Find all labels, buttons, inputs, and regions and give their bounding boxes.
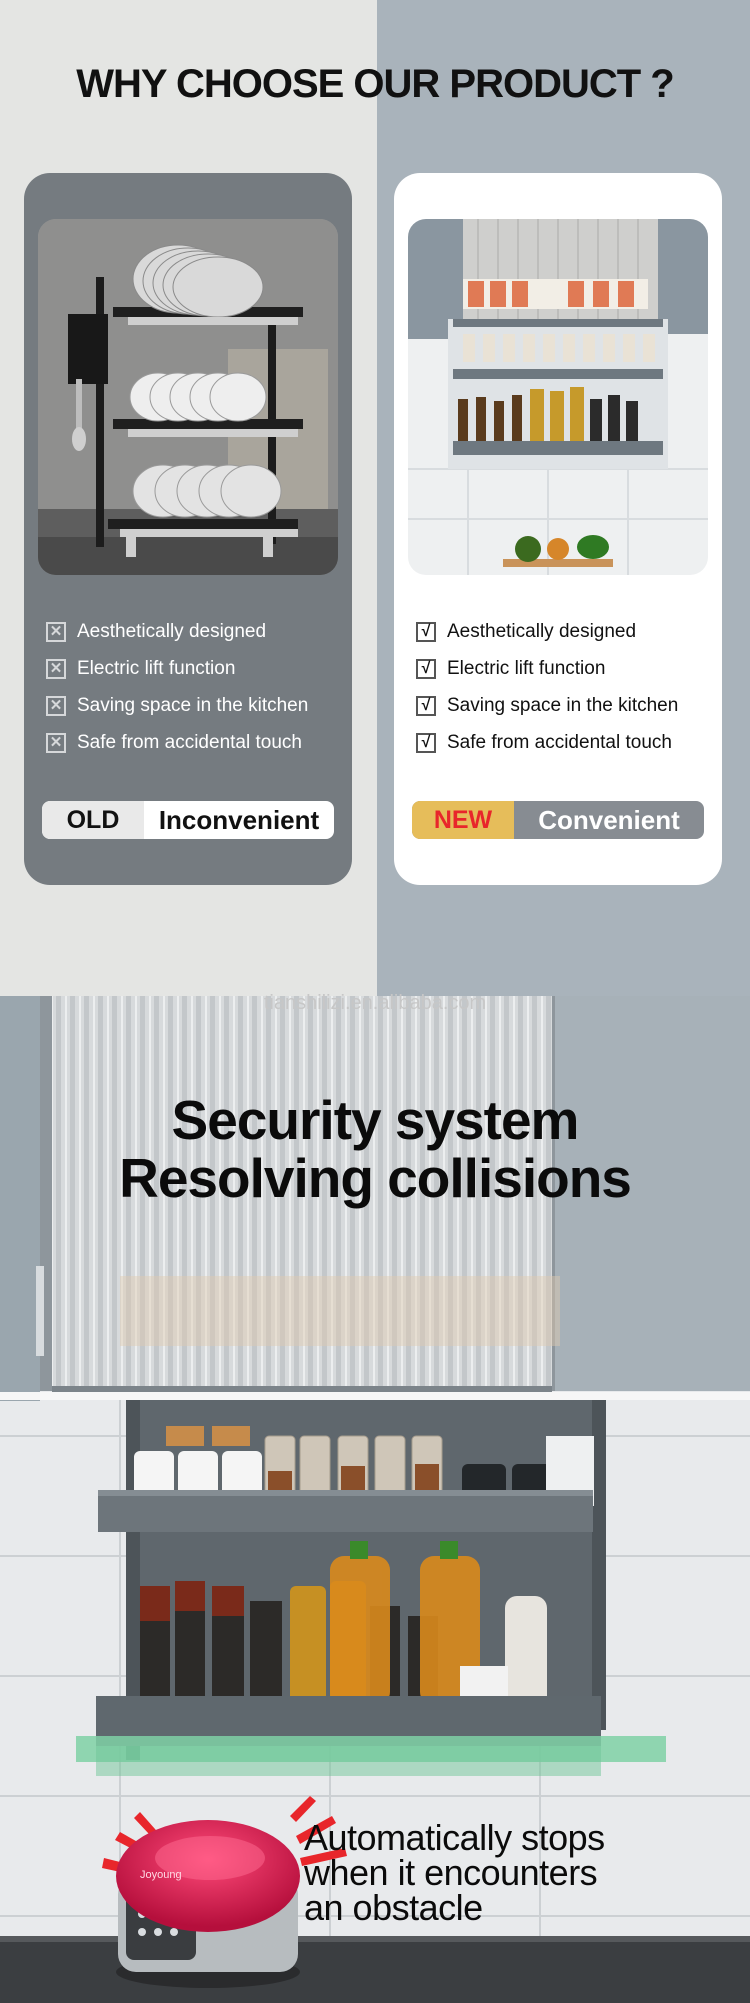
new-product-card bbox=[394, 173, 722, 885]
list-item: ✕ Safe from accidental touch bbox=[46, 724, 346, 761]
list-item: √ Electric lift function bbox=[416, 650, 716, 687]
obstacle-caption bbox=[304, 1817, 605, 1928]
obstacle-caption-line3: an obstacle bbox=[304, 1887, 483, 1928]
pulldown-rack-photo bbox=[408, 219, 708, 575]
check-box-icon: √ bbox=[416, 659, 436, 679]
check-box-icon: √ bbox=[416, 696, 436, 716]
x-box-icon: ✕ bbox=[46, 733, 66, 753]
inconvenient-label: Inconvenient bbox=[158, 804, 320, 835]
security-headline-line2: Resolving collisions bbox=[119, 1147, 631, 1209]
new-tag bbox=[412, 801, 704, 839]
page-headline: WHY CHOOSE OUR PRODUCT ? bbox=[76, 62, 674, 106]
old-feature-list bbox=[46, 613, 346, 761]
obstacle-caption-line1: Automatically stops bbox=[304, 1817, 605, 1858]
convenient-label: Convenient bbox=[538, 804, 680, 835]
check-box-icon: √ bbox=[416, 622, 436, 642]
obstacle-caption-line2: when it encounters bbox=[304, 1852, 598, 1893]
comparison-section bbox=[0, 0, 750, 996]
new-label: NEW bbox=[412, 801, 514, 839]
cooker-brand-text: Joyoung bbox=[140, 1869, 182, 1881]
list-item: ✕ Aesthetically designed bbox=[46, 613, 346, 650]
x-box-icon: ✕ bbox=[46, 622, 66, 642]
list-item: ✕ Electric lift function bbox=[46, 650, 346, 687]
x-box-icon: ✕ bbox=[46, 659, 66, 679]
list-item: ✕ Saving space in the kitchen bbox=[46, 687, 346, 724]
new-feature-list bbox=[416, 613, 716, 761]
old-product-card bbox=[24, 173, 352, 885]
list-item: √ Aesthetically designed bbox=[416, 613, 716, 650]
list-item: √ Saving space in the kitchen bbox=[416, 687, 716, 724]
dish-rack-photo bbox=[38, 219, 338, 575]
security-headline-line1: Security system bbox=[171, 1089, 579, 1151]
list-item: √ Safe from accidental touch bbox=[416, 724, 716, 761]
watermark-text: tianshilizi.en.alibaba.com bbox=[263, 992, 487, 1014]
old-tag bbox=[42, 801, 334, 839]
old-label: OLD bbox=[42, 801, 144, 839]
x-box-icon: ✕ bbox=[46, 696, 66, 716]
check-box-icon: √ bbox=[416, 733, 436, 753]
